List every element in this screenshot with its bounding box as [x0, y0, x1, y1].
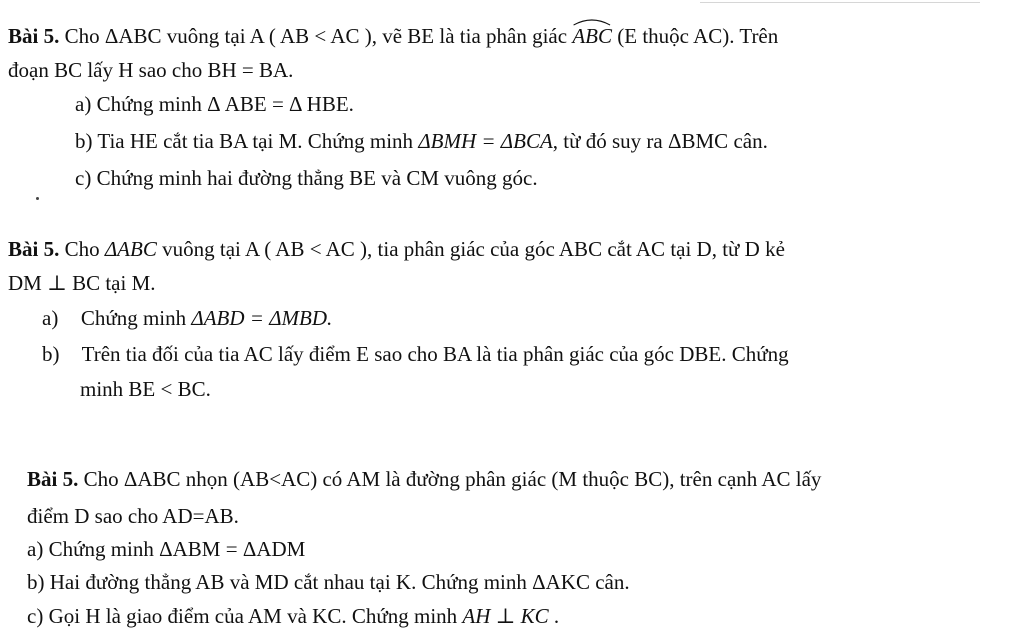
- p2-line1-math: ΔABC: [104, 237, 157, 261]
- p1-angle-abc: ABC: [572, 24, 612, 48]
- p2-line2: DM ⊥ BC tại M.: [8, 271, 156, 295]
- p3-part-c: c) Gọi H là giao điểm của AM và KC. Chứng minh AH ⊥ KC .: [27, 604, 560, 628]
- p1-line1-tail: (E thuộc AC). Trên: [617, 24, 779, 48]
- p1-line1-text: Cho ΔABC vuông tại A ( AB < AC ), vẽ BE là tia phân giác: [64, 24, 568, 48]
- arc-hat-icon: [572, 18, 612, 26]
- p1-part-b: b) Tia HE cắt tia BA tại M. Chứng minh ΔBMH = ΔBCA, từ đó suy ra ΔBMC cân.: [75, 129, 768, 153]
- p3-heading: Bài 5.: [27, 467, 79, 491]
- p3-line2: điểm D sao cho AD=AB.: [27, 504, 239, 528]
- p2-heading: Bài 5.: [8, 237, 60, 261]
- p1-line2: đoạn BC lấy H sao cho BH = BA.: [8, 58, 294, 82]
- p1-part-c: c) Chứng minh hai đường thẳng BE và CM vuông góc.: [75, 166, 538, 190]
- p2-part-b: b) Trên tia đối của tia AC lấy điểm E sao cho BA là tia phân giác của góc DBE. Chứng: [42, 342, 789, 366]
- top-rule: [700, 2, 980, 3]
- p2-a-math: ΔABD = ΔMBD.: [191, 306, 333, 330]
- p1-b-math: ΔBMH = ΔBCA: [418, 129, 553, 153]
- p2-line1: Bài 5. Cho ΔABC vuông tại A ( AB < AC ), tia phân giác của góc ABC cắt AC tại D, từ D kẻ: [8, 237, 785, 261]
- p3-part-a: a) Chứng minh ΔABM = ΔADM: [27, 537, 306, 561]
- p3-line1: Bài 5. Cho ΔABC nhọn (AB<AC) có AM là đường phân giác (M thuộc BC), trên cạnh AC lấy: [27, 467, 822, 491]
- p3-part-b: b) Hai đường thẳng AB và MD cắt nhau tại K. Chứng minh ΔAKC cân.: [27, 570, 630, 594]
- p1-heading: Bài 5.: [8, 24, 60, 48]
- p1-line1: [8, 24, 778, 48]
- stray-dot: [36, 197, 39, 200]
- p2-part-b-line2: minh BE < BC.: [80, 377, 211, 401]
- p1-part-a: a) Chứng minh Δ ABE = Δ HBE.: [75, 92, 354, 116]
- p3-c-math: AH ⊥ KC: [462, 604, 549, 628]
- p2-part-a: a) Chứng minh ΔABD = ΔMBD.: [42, 306, 333, 330]
